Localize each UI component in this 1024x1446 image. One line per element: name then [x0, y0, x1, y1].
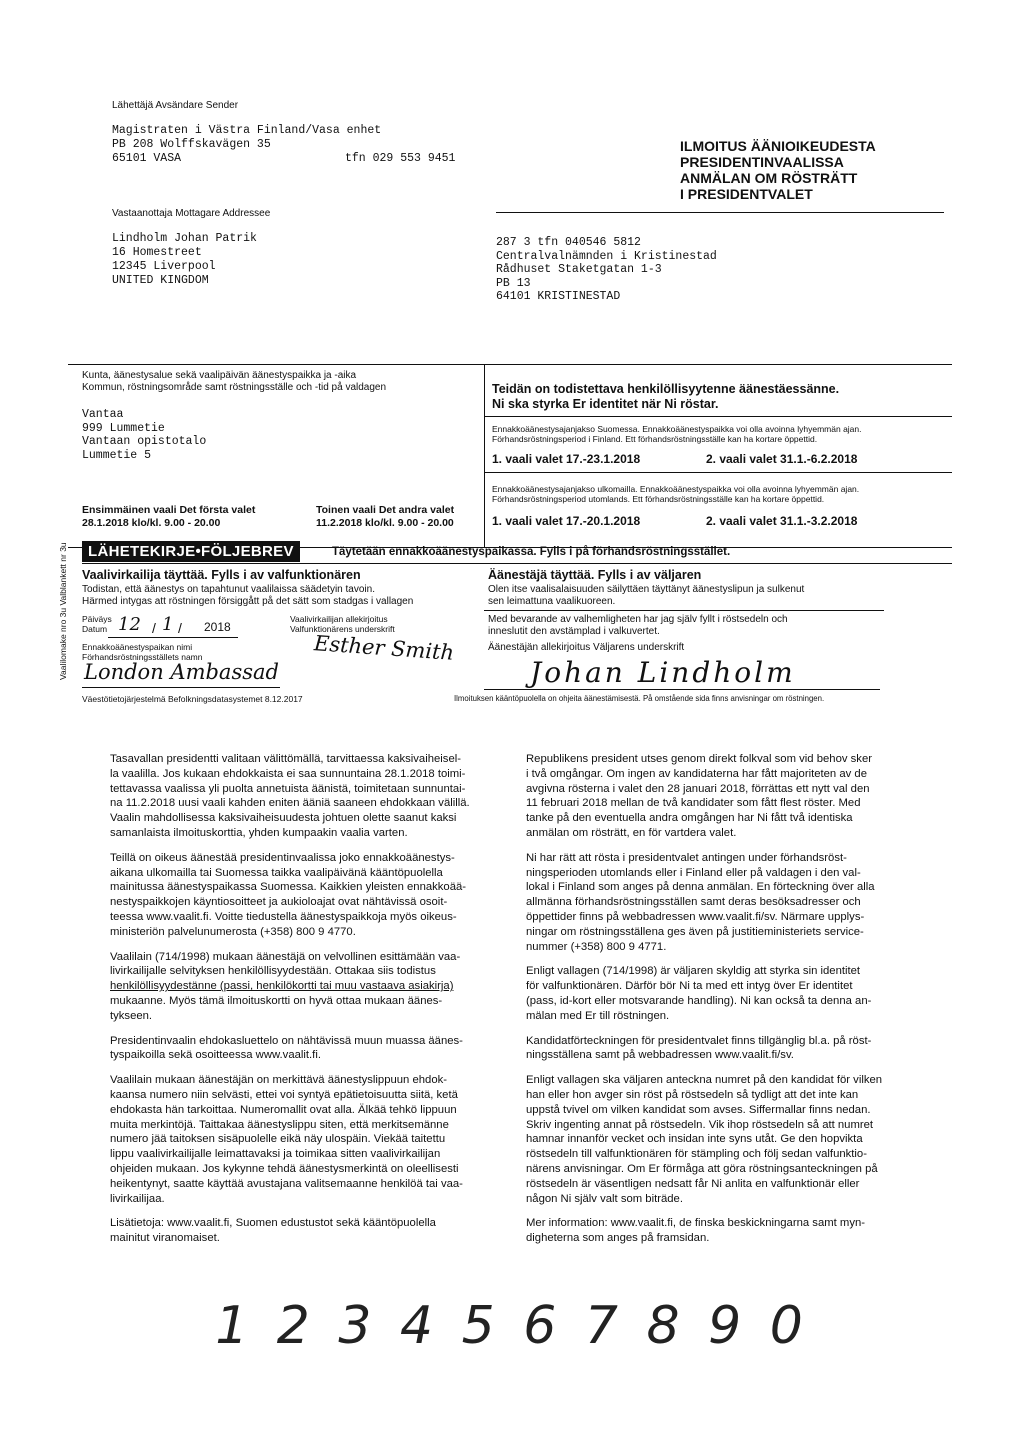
- office-line: 287 3 tfn 040546 5812: [496, 236, 641, 249]
- advance-finland-fi: Ennakkoäänestysajanjakso Suomessa. Ennakkoäänestyspaikka voi olla avoinna lyhyemmän ajan.: [492, 424, 862, 434]
- text-line: henkilöllisyydestänne (passi, henkilökortti tai muu vastaava asiakirja): [110, 980, 454, 993]
- text-line: någon Ni själv valt som biträde.: [526, 1192, 683, 1205]
- text-line: allmänna förhandsröstningsställen samt deras besöksadresser och: [526, 896, 861, 909]
- notice-title: [680, 138, 876, 202]
- cover-divider: [82, 563, 952, 564]
- text-line: hamnar innanför vecket och insidan inte syns utåt. Ge den hopvikta: [526, 1133, 863, 1146]
- text-line: ministeriön palvelunumerosta (+358) 800 9 4770.: [110, 925, 356, 938]
- polling-label-sv: Kommun, röstningsområde samt röstningsställe och -tid på valdagen: [82, 382, 387, 393]
- second-election-value: 11.2.2018 klo/kl. 9.00 - 20.00: [316, 517, 454, 529]
- sender-line: Magistraten i Västra Finland/Vasa enhet: [112, 124, 382, 137]
- instructions-sv: [526, 752, 906, 1256]
- second-election: [316, 504, 454, 530]
- date-label-fi: Päiväys: [82, 614, 112, 624]
- first-election-label: Ensimmäinen vaali Det första valet: [82, 504, 256, 516]
- place-label-fi: Ennakkoäänestyspaikan nimi: [82, 642, 193, 652]
- form-center-divider: [484, 364, 485, 547]
- first-election: [82, 504, 255, 530]
- text-line: uppstå tvivel om vilken kandidat som avses. Siffermallar finns nedan.: [526, 1103, 871, 1116]
- advance-abroad-second: 2. vaali valet 31.1.-3.2.2018: [706, 514, 858, 528]
- addressee-label: Vastaanottaja Mottagare Addressee: [112, 208, 271, 219]
- cover-letter-title: LÄHETEKIRJE•FÖLJEBREV: [82, 541, 300, 562]
- date-slash: /: [178, 620, 182, 636]
- number-models: 1 2 3 4 5 6 7 8 9 0: [215, 1296, 809, 1356]
- identity-sv: Ni ska styrka Er identitet när Ni röstar.: [492, 397, 719, 411]
- text-line: Ni har rätt att rösta i presidentvalet antingen under förhandsröst-: [526, 851, 847, 864]
- official-attestation: [82, 584, 413, 608]
- text-line: samanlaista ilmoituskorttia, yhden kumpaakin vaalia varten.: [110, 826, 408, 839]
- identity-fi: Teidän on todistettava henkilöllisyytenne äänestäessänne.: [492, 382, 840, 396]
- text-line: tykseen.: [110, 1009, 153, 1022]
- date-month: 1: [162, 614, 174, 635]
- official-line-sv: Härmed intygas att röstningen försiggått på det sätt som stadgas i vallagen: [82, 596, 414, 607]
- text-line: anmälan om rösträtt, en för vartdera valet.: [526, 826, 737, 839]
- text-line: Republikens president utses genom direkt folkval som vid behov sker: [526, 753, 872, 765]
- polling-line: Lummetie 5: [82, 448, 152, 462]
- text-line: Teillä on oikeus äänestää presidentinvaalissa joko ennakkoäänestys-: [110, 851, 455, 864]
- text-line: öppettider finns på webbadressen www.vaalit.fi/sv. Närmare upplys-: [526, 910, 865, 923]
- text-line: Enligt vallagen ska väljaren anteckna numret på den kandidat för vilken: [526, 1074, 883, 1087]
- polling-place-label: [82, 370, 386, 394]
- official-signature: Esther Smith: [313, 631, 455, 665]
- text-line: digheterna som anges på framsidan.: [526, 1232, 710, 1245]
- advance-finland-sv: Förhandsröstningsperiod i Finland. Ett förhandsröstningsställe kan ha kortare öppettid.: [492, 434, 818, 444]
- place-label: [82, 642, 202, 662]
- voter-section-title: Äänestäjä täyttää. Fylls i av väljaren: [488, 568, 702, 582]
- text-line: mainitut viranomaiset.: [110, 1232, 220, 1245]
- text-line: kaansa numero niin selvästi, ettei voi syntyä epätietoisuutta siitä, ketä: [110, 1088, 458, 1101]
- text-line: ningsperioden utomlands eller i Finland eller på valdagen i den val-: [526, 866, 861, 879]
- title-divider: [496, 212, 944, 213]
- text-line: muita merkintöjä. Taittakaa äänestyslippu siten, että merkitsemänne: [110, 1118, 449, 1131]
- sender-phone: tfn 029 553 9451: [345, 152, 456, 165]
- text-line: numero jää taitoksen sisäpuolelle eikä näy ulospäin. Viekää taitettu: [110, 1133, 446, 1146]
- first-election-value: 28.1.2018 klo/kl. 9.00 - 20.00: [82, 517, 221, 529]
- identity-notice: [492, 382, 839, 412]
- voter-declaration-line: inneslutit den avstämplad i valkuvertet.: [488, 626, 660, 637]
- instruction-paragraph: [110, 950, 484, 1024]
- official-line-fi: Todistan, että äänestys on tapahtunut vaalilaissa säädetyin tavoin.: [82, 584, 375, 595]
- date-label-sv: Datum: [82, 624, 108, 634]
- advance-abroad-fi: Ennakkoäänestysajanjakso ulkomailla. Ennakkoäänestyspaikka voi olla avoinna lyhyemmän ajan.: [492, 484, 860, 494]
- text-line: Mer information: www.vaalit.fi, de finska beskickningarna samt myn-: [526, 1217, 866, 1230]
- instruction-paragraph: [526, 964, 906, 1023]
- text-line: avgivna rösterna i valet den 28 januari 2018, förrättas ett nytt val den: [526, 782, 870, 795]
- office-line: PB 13: [496, 276, 531, 290]
- instruction-paragraph: [526, 1216, 906, 1246]
- advance-divider: [484, 472, 952, 473]
- addressee-line: Lindholm Johan Patrik: [112, 232, 257, 245]
- polling-line: Vantaan opistotalo: [82, 435, 207, 448]
- office-line: Rådhuset Staketgatan 1-3: [496, 263, 662, 276]
- form-footer-left: Väestötietojärjestelmä Befolkningsdatasystemet 8.12.2017: [82, 694, 303, 704]
- sender-line: 65101 VASA: [112, 152, 182, 165]
- text-line: Tasavallan presidentti valitaan välittömällä, tarvittaessa kaksivaiheisel-: [110, 753, 461, 765]
- text-line: lokal i Finland som anges på denna anmälan. En förteckning över alla: [526, 881, 875, 894]
- office-line: Centralvalnämnden i Kristinestad: [496, 249, 717, 263]
- instruction-paragraph: [526, 1034, 906, 1064]
- notice-title-line: I PRESIDENTVALET: [680, 186, 813, 202]
- text-line: Vaalilain (714/1998) mukaan äänestäjä on velvollinen esittämään vaa-: [110, 950, 461, 963]
- polling-label-fi: Kunta, äänestysalue sekä vaalipäivän äänestyspaikka ja -aika: [82, 370, 357, 381]
- official-signature-label-sv: Valfunktionärens underskrift: [290, 624, 395, 634]
- advance-finland-second: 2. vaali valet 31.1.-6.2.2018: [706, 452, 858, 466]
- notice-title-line: ANMÄLAN OM RÖSTRÄTT: [680, 170, 858, 186]
- instructions-fi: [110, 752, 484, 1256]
- place-underline: [82, 687, 280, 688]
- text-line: Vaalin mahdollisessa kaksivaiheisuudesta johtuen olette saanut kaksi: [110, 812, 457, 825]
- polling-line: 999 Lummetie: [82, 421, 165, 435]
- text-line: 11 februari 2018 mellan de två kandidater som fått flest röster. Med: [526, 797, 861, 810]
- date-label: [82, 614, 112, 634]
- text-line: ehdokasta hän tarkoittaa. Numeromallit ovat alla. Älkää tehkö lippuun: [110, 1103, 457, 1116]
- text-line: mälan med Er till röstningen.: [526, 1009, 670, 1022]
- polling-place: [82, 408, 206, 462]
- text-line: aikana ulkomailla tai Suomessa taikka vaalipäivänä kääntöpuolella: [110, 866, 443, 879]
- text-line: han eller hon avger sin röst på röstsedeln så tydligt att det inte kan: [526, 1088, 859, 1101]
- official-section-title: Vaalivirkailija täyttää. Fylls i av valfunktionären: [82, 568, 361, 582]
- addressee-line: 12345 Liverpool: [112, 260, 216, 273]
- date-day: 12: [118, 614, 141, 635]
- voter-signature: Johan Lindholm: [530, 656, 796, 689]
- text-line: heikentynyt, saatte käyttää avustajana valitsemaanne henkilöä tai vaa-: [110, 1177, 463, 1190]
- addressee-line: 16 Homestreet: [112, 246, 202, 259]
- advance-abroad-text: [492, 484, 859, 504]
- instruction-paragraph: [110, 1034, 484, 1064]
- text-line: i två omgångar. Om ingen av kandidaterna har fått majoriteten av de: [526, 767, 867, 780]
- text-line: Enligt vallagen (714/1998) är väljaren skyldig att styrka sin identitet: [526, 965, 861, 978]
- official-signature-label: [290, 614, 395, 634]
- notice-title-line: ILMOITUS ÄÄNIOIKEUDESTA: [680, 138, 876, 154]
- form-top-border: [68, 364, 952, 365]
- date-slash: /: [152, 620, 156, 636]
- advance-finland-first: 1. vaali valet 17.-23.1.2018: [492, 452, 641, 466]
- instruction-paragraph: [110, 851, 484, 940]
- text-line: teessa www.vaalit.fi. Voitte tiedustella äänestyspaikkoja myös oikeus-: [110, 910, 457, 923]
- text-line: na 11.2.2018 uusi vaali kahden eniten ääniä saaneen ehdokkaan välillä.: [110, 797, 470, 810]
- instruction-paragraph: [110, 1216, 484, 1246]
- advance-finland-text: [492, 424, 862, 444]
- text-line: la vaalilla. Jos kukaan ehdokkaista ei saa sunnuntaina 28.1.2018 toimi-: [110, 767, 466, 780]
- voter-declaration-line: Olen itse vaalisalaisuuden säilyttäen täyttänyt äänestyslipun ja sulkenut: [488, 584, 805, 595]
- place-value: London Ambassad: [84, 660, 279, 684]
- text-line: Presidentinvaalin ehdokasluettelo on nähtävissä muun muassa äänes-: [110, 1034, 463, 1047]
- form-number-label: Vaalilomake nro 3u Valblankett nr 3u: [58, 542, 68, 680]
- instruction-paragraph: [110, 1073, 484, 1206]
- date-underline: [108, 637, 238, 638]
- text-line: nestyspaikkojen käyntiosoitteet ja aukioloajat ovat nähtävissä osoit-: [110, 896, 448, 909]
- advance-abroad-first: 1. vaali valet 17.-20.1.2018: [492, 514, 641, 528]
- text-line: tanke på den eventuella andra omgången har Ni fått två identiska: [526, 812, 853, 825]
- sender-address: [112, 124, 381, 166]
- voter-declaration-line: sen leimattuna vaalikuoreen.: [488, 596, 616, 607]
- voter-signature-underline: [484, 689, 880, 690]
- instruction-paragraph: [526, 752, 906, 841]
- cover-letter-instruction: Täytetään ennakkoäänestyspaikassa. Fylls i på förhandsröstningsstället.: [332, 546, 731, 558]
- text-line: livirkailijalle selvityksen henkilöllisyydestään. Ottakaa siis todistus: [110, 965, 436, 978]
- text-line: Vaalilain mukaan äänestäjän on merkittävä äänestyslippuun ehdok-: [110, 1074, 448, 1087]
- text-line: nummer (+358) 800 9 4771.: [526, 940, 667, 953]
- text-line: närens anvisningar. Om Er förmåga att göra röstningsanteckningen på: [526, 1162, 878, 1175]
- text-line: röstsedeln är väsentligen nedsatt får Ni anlita en valfunktionär eller: [526, 1177, 860, 1190]
- municipal-office-address: [496, 236, 717, 304]
- text-line: tyspaikoilla sekä osoitteessa www.vaalit.fi.: [110, 1049, 321, 1062]
- addressee-line: UNITED KINGDOM: [112, 274, 209, 287]
- identity-divider: [484, 416, 952, 417]
- voter-declaration-fi: [488, 584, 804, 608]
- text-line: för valfunktionären. Därför bör Ni ta med ett intyg över Er identitet: [526, 980, 853, 993]
- form-footer-right: Ilmoituksen kääntöpuolella on ohjeita äänestämisestä. På omstående sida finns anvisningar om röstningen.: [454, 694, 825, 703]
- text-line: Kandidatförteckningen för presidentvalet finns tillgänglig bl.a. på röst-: [526, 1034, 872, 1047]
- date-year: 2018: [204, 620, 231, 634]
- text-line: lippu vaalivirkailijalle leimattavaksi ja toimikaa sitten vaalivirkailijan: [110, 1148, 441, 1161]
- place-label-sv: Förhandsröstningsställets namn: [82, 652, 203, 662]
- second-election-label: Toinen vaali Det andra valet: [316, 504, 455, 516]
- addressee-address: [112, 232, 257, 288]
- text-line: röstsedeln till valfunktionären för stämpling och följ sedan valfunktio-: [526, 1148, 867, 1161]
- office-line: 64101 KRISTINESTAD: [496, 290, 621, 303]
- advance-abroad-sv: Förhandsröstningsperiod utomlands. Ett förhandsröstningsställe kan ha kortare öppettid.: [492, 494, 825, 504]
- text-line: ohjeiden mukaan. Jos kykynne tehdä äänestysmerkintä on oleellisesti: [110, 1162, 459, 1175]
- instruction-paragraph: [110, 752, 484, 841]
- text-line: mukaanne. Myös tämä ilmoituskortti on hyvä ottaa mukaan äänes-: [110, 994, 443, 1007]
- instruction-paragraph: [526, 851, 906, 955]
- text-line: (pass, id-kort eller motsvarande handling). Ni kan också ta denna an-: [526, 994, 872, 1007]
- notice-title-line: PRESIDENTINVAALISSA: [680, 154, 844, 170]
- text-line: ningar om röstningsställena ges även på justitieministeriets service-: [526, 925, 864, 938]
- voter-declaration-sv: [488, 614, 788, 638]
- text-line: Lisätietoja: www.vaalit.fi, Suomen edustustot sekä kääntöpuolella: [110, 1217, 436, 1230]
- text-line: tettavassa vaalissa yli puolta annetuista äänistä, toimitetaan sunnuntai-: [110, 782, 466, 795]
- text-line: mainitussa äänestyspaikassa Suomessa. Kaikkien yleisten ennakkoää-: [110, 881, 467, 894]
- voter-declaration-line: Med bevarande av valhemligheten har jag själv fyllt i röstsedeln och: [488, 614, 788, 625]
- polling-line: Vantaa: [82, 408, 124, 421]
- instruction-paragraph: [526, 1073, 906, 1206]
- official-signature-label-fi: Vaalivirkailijan allekirjoitus: [290, 614, 388, 624]
- sender-label: Lähettäjä Avsändare Sender: [112, 100, 239, 111]
- text-line: livirkailijaa.: [110, 1192, 165, 1205]
- voter-divider: [484, 610, 884, 611]
- text-line: ningsställena samt på webbadressen www.vaalit.fi/sv.: [526, 1049, 794, 1062]
- text-line: Skriv ingenting annat på röstsedeln. Vik ihop röstsedeln så att numret: [526, 1118, 874, 1131]
- sender-line: PB 208 Wolffskavägen 35: [112, 138, 271, 151]
- voter-signature-label: Äänestäjän allekirjoitus Väljarens underskrift: [488, 642, 685, 653]
